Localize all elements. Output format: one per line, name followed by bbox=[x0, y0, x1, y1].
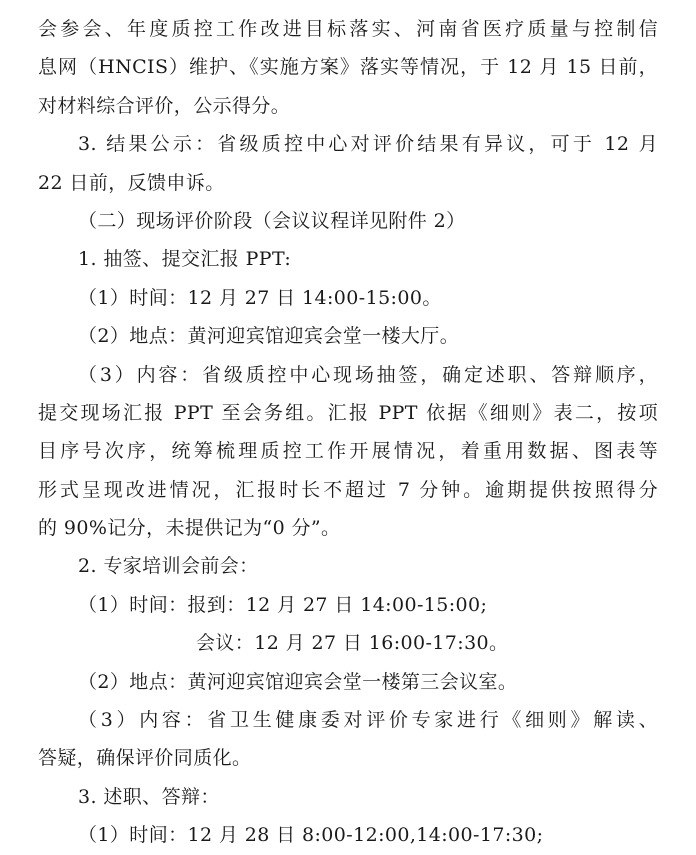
body-text-line: 目序号次序，统筹梳理质控工作开展情况，着重用数据、图表等 bbox=[38, 440, 658, 463]
detail-time: （1）时间：12 月 27 日 14:00-15:00。 bbox=[78, 286, 442, 309]
detail-time-checkin: （1）时间：报到：12 月 27 日 14:00-15:00; bbox=[78, 593, 488, 616]
body-text-line: 提交现场汇报 PPT 至会务组。汇报 PPT 依据《细则》表二，按项 bbox=[38, 401, 658, 424]
detail-content: （3）内容：省卫生健康委对评价专家进行《细则》解读、 bbox=[78, 709, 658, 732]
detail-location: （2）地点：黄河迎宾馆迎宾会堂一楼第三会议室。 bbox=[78, 670, 518, 693]
body-text-line: 会参会、年度质控工作改进目标落实、河南省医疗质量与控制信 bbox=[38, 18, 658, 40]
section-item-results-announcement: 3. 结果公示：省级质控中心对评价结果有异议，可于 12 月 bbox=[78, 133, 658, 156]
body-text-line: 答疑，确保评价同质化。 bbox=[38, 747, 252, 770]
detail-time: （1）时间：12 月 28 日 8:00-12:00,14:00-17:30; bbox=[78, 824, 544, 847]
section-heading-onsite-evaluation: （二）现场评价阶段（会议议程详见附件 2） bbox=[78, 209, 466, 232]
body-text-line: 的 90%记分，未提供记为“0 分”。 bbox=[38, 517, 341, 540]
body-text-line: 对材料综合评价，公示得分。 bbox=[38, 94, 291, 117]
detail-content: （3）内容：省级质控中心现场抽签，确定述职、答辩顺序， bbox=[78, 363, 658, 386]
body-text-line: 22 日前，反馈申诉。 bbox=[38, 171, 225, 194]
detail-time-meeting: 会议：12 月 27 日 16:00-17:30。 bbox=[196, 632, 509, 655]
body-text-line: 形式呈现改进情况，汇报时长不超过 7 分钟。逾期提供按照得分 bbox=[38, 478, 658, 501]
subsection-heading-report-defense: 3. 述职、答辩： bbox=[78, 785, 220, 808]
body-text-line: 息网（HNCIS）维护、《实施方案》落实等情况，于 12 月 15 日前， bbox=[38, 56, 658, 79]
detail-location: （2）地点：黄河迎宾馆迎宾会堂一楼大厅。 bbox=[78, 325, 460, 348]
subsection-heading-expert-training: 2. 专家培训会前会： bbox=[78, 555, 259, 578]
subsection-heading-lottery-ppt: 1. 抽签、提交汇报 PPT: bbox=[78, 248, 292, 271]
